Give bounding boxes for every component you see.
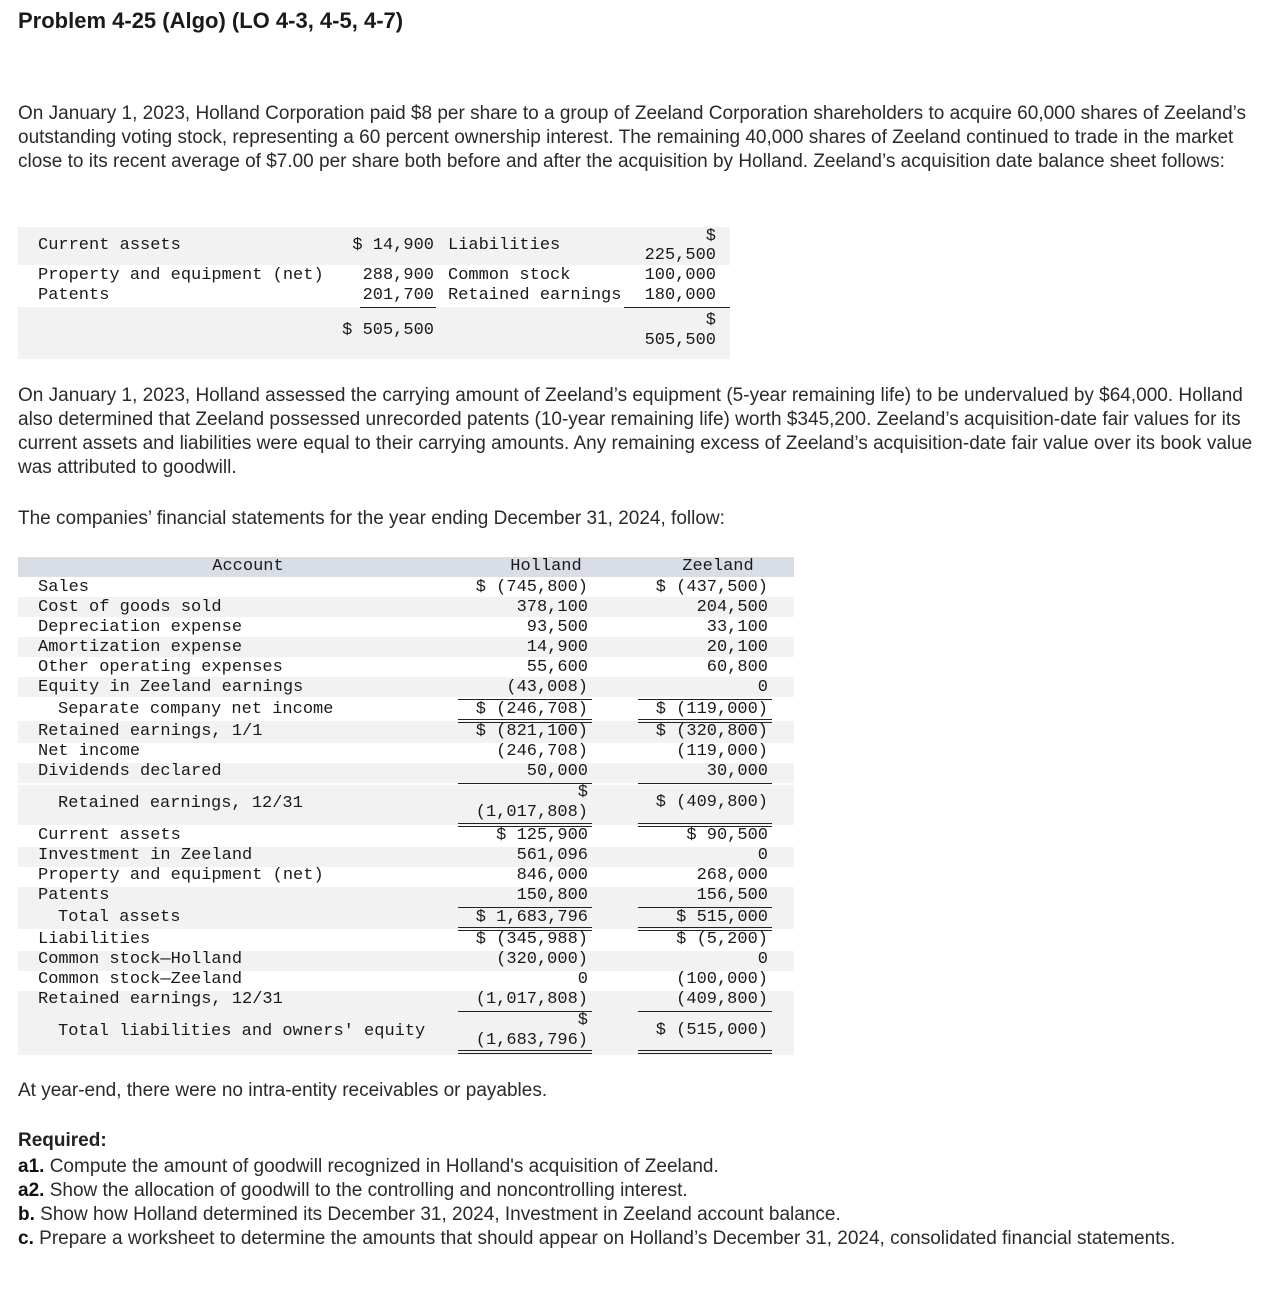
statements-intro: The companies’ financial statements for the year ending December 31, 2024, follow: bbox=[18, 508, 725, 529]
bs-right-label: Retained earnings bbox=[448, 286, 622, 305]
holland-value: 846,000 bbox=[516, 866, 588, 885]
holland-prefix: $ bbox=[577, 1011, 588, 1030]
zeeland-value: (409,800) bbox=[676, 990, 768, 1009]
holland-prefix: $ bbox=[577, 783, 588, 802]
account-label: Sales bbox=[38, 578, 90, 597]
holland-value: 14,900 bbox=[526, 638, 588, 657]
required-item-a1: a1. Compute the amount of goodwill recognized in Holland's acquisition of Zeeland. bbox=[18, 1156, 719, 1177]
intro-paragraph: On January 1, 2023, Holland Corporation paid $8 per share to a group of Zeeland Corporation shareholders to acquire 60,000 shares of Zeeland’s outstanding voting stock, representing a 60 percent ownership interest. The remaining 40,000 shares of Zeeland continued to trade in the market close to its recent average of $7.00 per share both before and after the acquisition by Holland. Zeeland’s acquisition date balance sheet follows: bbox=[18, 103, 1247, 172]
subtotal-rule bbox=[638, 1011, 772, 1012]
holland-value: (43,008) bbox=[506, 678, 588, 697]
bs-total-right-prefix: $ bbox=[705, 311, 716, 330]
account-label: Separate company net income bbox=[58, 700, 334, 719]
holland-value: 93,500 bbox=[526, 618, 588, 637]
bs-left-label: Property and equipment (net) bbox=[38, 266, 324, 285]
holland-value: 561,096 bbox=[516, 846, 588, 865]
bs-right-rule bbox=[624, 307, 730, 308]
zeeland-value: $ (320,800) bbox=[655, 722, 768, 741]
holland-value: 0 bbox=[577, 970, 588, 989]
header-account: Account bbox=[212, 557, 284, 576]
account-label: Total assets bbox=[58, 908, 181, 927]
holland-value: (1,683,796) bbox=[475, 1031, 588, 1050]
problem-title: Problem 4-25 (Algo) (LO 4-3, 4-5, 4-7) bbox=[18, 8, 404, 33]
holland-value: (246,708) bbox=[496, 742, 588, 761]
zeeland-value: $ 90,500 bbox=[686, 826, 768, 845]
total-double-rule bbox=[458, 1050, 592, 1054]
zeeland-value: 60,800 bbox=[706, 658, 768, 677]
zeeland-value: 0 bbox=[757, 846, 768, 865]
assessment-paragraph: On January 1, 2023, Holland assessed the carrying amount of Zeeland’s equipment (5-year remaining life) to be undervalued by $64,000. Holland also determined that Zeeland possessed unrecorded patents (10-year remaining life) worth $345,200. Zeeland’s acquisition-date fair values for its current assets and liabilities were equal to their carrying amounts. Any remaining excess of Zeeland’s acquisition-date fair value over its book value was attributed to goodwill. bbox=[18, 385, 1253, 478]
zeeland-value: $ (437,500) bbox=[655, 578, 768, 597]
account-label: Other operating expenses bbox=[38, 658, 283, 677]
zeeland-value: 156,500 bbox=[696, 886, 768, 905]
account-label: Net income bbox=[38, 742, 141, 761]
holland-value: $ (246,708) bbox=[475, 700, 588, 719]
account-label: Current assets bbox=[38, 826, 181, 845]
account-label: Dividends declared bbox=[38, 762, 222, 781]
zeeland-value: $ 515,000 bbox=[676, 908, 768, 927]
account-label: Total liabilities and owners' equity bbox=[58, 1022, 426, 1041]
account-label: Common stock—Zeeland bbox=[38, 970, 243, 989]
zeeland-value: 30,000 bbox=[706, 762, 768, 781]
bs-total-left: $ 505,500 bbox=[342, 321, 434, 340]
zeeland-value: $ (119,000) bbox=[655, 700, 768, 719]
required-item-c: c. Prepare a worksheet to determine the amounts that should appear on Holland’s December 31, 2024, consolidated financial statements. bbox=[18, 1228, 1176, 1249]
bs-right-value: 100,000 bbox=[644, 266, 716, 285]
bs-right-prefix: $ bbox=[705, 227, 716, 246]
zeeland-value: $ (5,200) bbox=[676, 930, 768, 949]
holland-value: 150,800 bbox=[516, 886, 588, 905]
subtotal-rule bbox=[638, 783, 772, 784]
account-label: Depreciation expense bbox=[38, 618, 243, 637]
holland-value: (320,000) bbox=[496, 950, 588, 969]
bs-left-value: 288,900 bbox=[362, 266, 434, 285]
zeeland-value: 204,500 bbox=[696, 598, 768, 617]
bs-left-label: Patents bbox=[38, 286, 110, 305]
bs-total-right: 505,500 bbox=[644, 331, 716, 350]
zeeland-value: 0 bbox=[757, 678, 768, 697]
account-label: Equity in Zeeland earnings bbox=[38, 678, 304, 697]
zeeland-value: (100,000) bbox=[676, 970, 768, 989]
bs-right-value: 225,500 bbox=[644, 246, 716, 265]
required-heading: Required: bbox=[18, 1130, 107, 1151]
zeeland-value: $ (409,800) bbox=[655, 793, 768, 812]
account-label: Amortization expense bbox=[38, 638, 243, 657]
account-label: Investment in Zeeland bbox=[38, 846, 253, 865]
holland-value: $ 1,683,796 bbox=[475, 908, 588, 927]
zeeland-value: $ (515,000) bbox=[655, 1021, 768, 1040]
holland-value: (1,017,808) bbox=[475, 990, 588, 1009]
bs-left-label: Current assets bbox=[38, 236, 181, 255]
bs-left-value: 201,700 bbox=[362, 286, 434, 305]
zeeland-value: 33,100 bbox=[706, 618, 768, 637]
holland-value: 50,000 bbox=[526, 762, 588, 781]
account-label: Patents bbox=[38, 886, 110, 905]
total-double-rule bbox=[638, 1050, 772, 1054]
holland-value: 378,100 bbox=[516, 598, 588, 617]
account-label: Retained earnings, 12/31 bbox=[38, 990, 283, 1009]
account-label: Cost of goods sold bbox=[38, 598, 222, 617]
holland-value: $ (821,100) bbox=[475, 722, 588, 741]
required-item-a2: a2. Show the allocation of goodwill to the controlling and noncontrolling interest. bbox=[18, 1180, 688, 1201]
required-item-b: b. Show how Holland determined its December 31, 2024, Investment in Zeeland account balance. bbox=[18, 1204, 841, 1225]
account-label: Common stock—Holland bbox=[38, 950, 243, 969]
holland-value: 55,600 bbox=[526, 658, 588, 677]
zeeland-value: (119,000) bbox=[676, 742, 768, 761]
account-label: Retained earnings, 12/31 bbox=[58, 794, 303, 813]
bs-left-value: $ 14,900 bbox=[352, 236, 434, 255]
zeeland-value: 20,100 bbox=[706, 638, 768, 657]
holland-value: $ 125,900 bbox=[496, 826, 588, 845]
header-zeeland: Zeeland bbox=[682, 557, 754, 576]
intra-entity-note: At year-end, there were no intra-entity receivables or payables. bbox=[18, 1080, 548, 1101]
bs-right-label: Common stock bbox=[448, 266, 571, 285]
zeeland-value: 0 bbox=[757, 950, 768, 969]
bs-right-value: 180,000 bbox=[644, 286, 716, 305]
zeeland-value: 268,000 bbox=[696, 866, 768, 885]
account-label: Retained earnings, 1/1 bbox=[38, 722, 263, 741]
bs-left-rule bbox=[360, 307, 436, 308]
bs-right-label: Liabilities bbox=[448, 236, 561, 255]
holland-value: $ (745,800) bbox=[475, 578, 588, 597]
holland-value: (1,017,808) bbox=[475, 803, 588, 822]
account-label: Liabilities bbox=[38, 930, 151, 949]
holland-value: $ (345,988) bbox=[475, 930, 588, 949]
account-label: Property and equipment (net) bbox=[38, 866, 324, 885]
header-holland: Holland bbox=[510, 557, 582, 576]
